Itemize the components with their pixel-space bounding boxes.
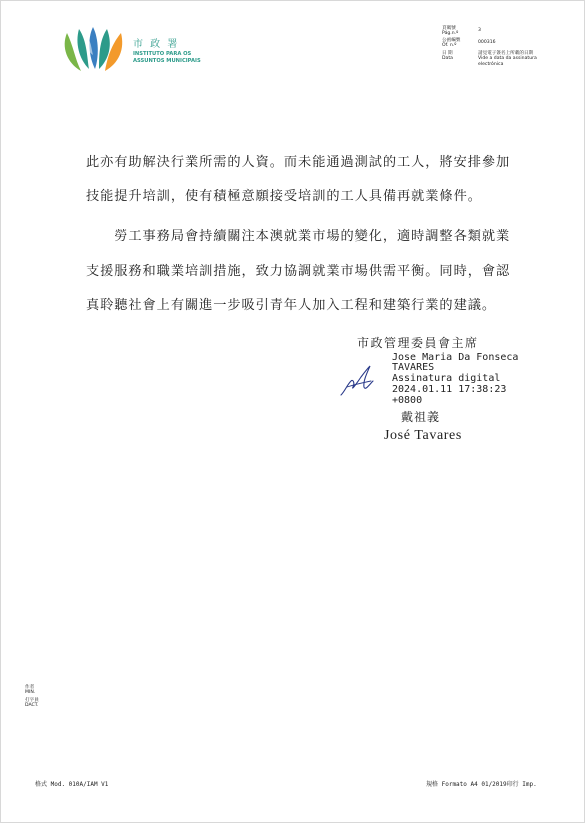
- office-label-cn: 公函編號: [442, 38, 461, 43]
- page-number: 3: [478, 28, 481, 33]
- digital-signature-name: Jose Maria Da Fonseca: [392, 352, 519, 363]
- footer-form-code: 格式 Mod. 010A/IAM V1: [35, 781, 109, 788]
- page-label-cn: 頁碼號: [442, 26, 456, 31]
- digital-signature-timezone: +0800: [392, 395, 423, 406]
- date-value-line3: electrónica: [478, 62, 504, 67]
- digital-signature-timestamp: 2024.01.11 17:38:23: [392, 384, 507, 395]
- body-line: 勞工事務局會持續關注本澳就業市場的變化，適時調整各類就業: [86, 229, 511, 244]
- date-label-pt: Data: [442, 56, 453, 61]
- iam-logo: [57, 23, 217, 73]
- office-number: 000316: [478, 40, 496, 45]
- digital-signature-label: Assinatura digital: [392, 373, 501, 384]
- typist-label-pt: DACT.: [25, 703, 39, 708]
- author-label-pt: MIN.: [25, 690, 36, 695]
- body-line: 支援服務和職業培訓措施，致力協調就業市場供需平衡。同時，會認: [86, 264, 511, 279]
- handwritten-signature-icon: [337, 361, 381, 399]
- office-label-pt: Of. n.º: [442, 43, 457, 48]
- date-value-line2: Vide a data da assinatura: [478, 56, 537, 61]
- signatory-name-pt: José Tavares: [384, 428, 462, 443]
- signatory-title: 市政管理委員會主席: [357, 336, 479, 350]
- signatory-name-cn: 戴祖義: [401, 410, 441, 424]
- logo-name-pt-line2: ASSUNTOS MUNICIPAIS: [133, 58, 201, 64]
- logo-name-cn: 市 政 署: [133, 39, 180, 50]
- date-value-line1: 請見電子簽名上所載的日期: [478, 51, 534, 56]
- digital-signature-surname: TAVARES: [392, 362, 435, 373]
- author-label-cn: 作者: [25, 685, 35, 690]
- page-label-pt: Pág.n.º: [442, 31, 459, 36]
- date-label-cn: 日 期: [442, 51, 453, 56]
- typist-label-cn: 打字員: [25, 698, 39, 703]
- body-line: 真聆聽社會上有關進一步吸引青年人加入工程和建築行業的建議。: [86, 298, 496, 313]
- footer-format: 規格 Formato A4 01/2019印行 Imp.: [426, 781, 537, 788]
- iam-logo-mark-icon: [57, 23, 131, 73]
- body-line: 此亦有助解決行業所需的人資。而未能通過測試的工人，將安排參加: [86, 155, 511, 170]
- logo-name-pt-line1: INSTITUTO PARA OS: [133, 51, 192, 57]
- body-line: 技能提升培訓，使有積極意願接受培訓的工人具備再就業條件。: [86, 189, 482, 204]
